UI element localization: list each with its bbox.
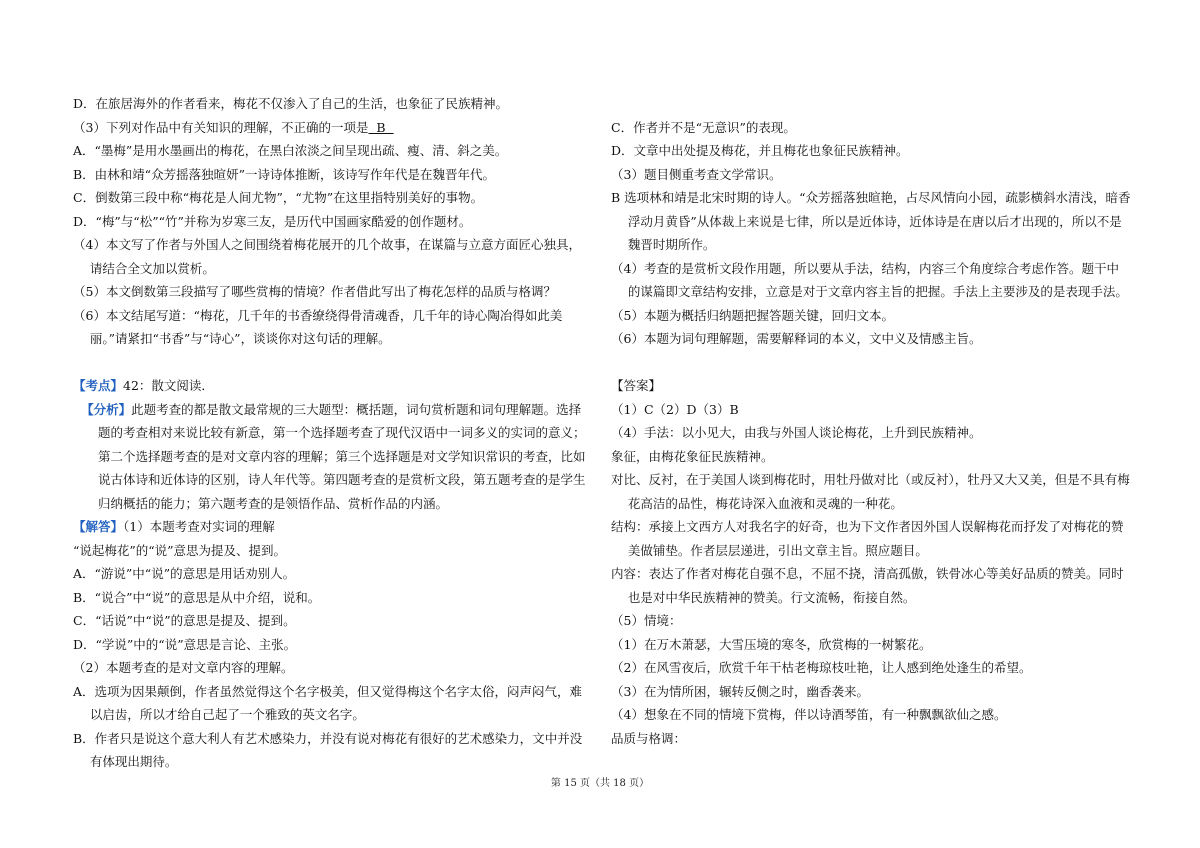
answer-line: （5）本题为概括归纳题把握答题关键，回归文本。 [611, 307, 894, 323]
answer-line: 象征，由梅花象征民族精神。 [611, 448, 774, 464]
question-5: （5）本文倒数第三段描写了哪些赏梅的情境？作者借此写出了梅花怎样的品质与格调？ [73, 284, 556, 299]
answer-line: （3）在为情所困，辗转反侧之时，幽香袭来。 [611, 683, 869, 699]
answer-line: （1）在万木萧瑟，大雪压境的寒冬，欣赏梅的一树繁花。 [611, 636, 932, 652]
answer-line: D．“学说”中的“说”意思是言论、主张。 [73, 636, 297, 652]
option-d: D．在旅居海外的作者看来，梅花不仅渗入了自己的生活，也象征了民族精神。 [73, 96, 509, 111]
left-column [73, 92, 593, 774]
q3-option-b: B．由林和靖“众芳摇落独暄妍”一诗诗体推断，该诗写作年代是在魏晋年代。 [73, 166, 495, 182]
daan-tag: 【答案】 [611, 378, 662, 393]
answer-line: （4）手法：以小见大，由我与外国人谈论梅花，上升到民族精神。 [611, 425, 982, 440]
answer-line: （1）C（2）D（3）B [611, 401, 739, 417]
jieda-section: 【解答】（1）本题考查对实词的理解 [73, 519, 275, 534]
answer-line: “说起梅花”的“说”意思为提及、提到。 [73, 542, 287, 558]
answer-line: （2）本题考查的是对文章内容的理解。 [73, 660, 294, 675]
right-column [611, 116, 1131, 751]
answer-line: D．文章中出处提及梅花，并且梅花也象征民族精神。 [611, 143, 909, 158]
answer-line: 结构：承接上文西方人对我名字的好奇，也为下文作者因外国人误解梅花而抒发了对梅花的赞美做铺垫。作者层层递进，引出文章主旨。照应题目。 [611, 519, 1124, 558]
answer-line: 内容：表达了作者对梅花自强不息，不屈不挠，清高孤傲，铁骨冰心等美好品质的赞美。同时也是对中华民族精神的赞美。行文流畅，衔接自然。 [611, 566, 1124, 605]
answer-blank: B [368, 119, 394, 135]
answer-line: A．“游说”中“说”的意思是用话劝别人。 [73, 566, 296, 581]
q3-option-d: D．“梅”与“松”“竹”并称为岁寒三友，是历代中国画家酷爱的创作题材。 [73, 213, 472, 229]
answer-line: 品质与格调： [611, 730, 687, 746]
answer-line: B．“说合”中“说”的意思是从中介绍，说和。 [73, 589, 321, 605]
question-4: （4）本文写了作者与外国人之间围绕着梅花展开的几个故事，在谋篇与立意方面匠心独具，请结合全文加以赏析。 [73, 237, 581, 276]
fenxi-section: 【分析】此题考查的都是散文最常规的三大题型：概括题，词句赏析题和词句理解题。选择题的考查相对来说比较有新意，第一个选择题考查了现代汉语中一词多义的实词的意义；第二个选择题考查的是对文章内容的理解；第三个选择题是对文学知识常识的考查，比如说古体诗和近体诗的区别，诗人年代等。第四题考查的是赏析文段，第五题考查的是学生归纳概括的能力；第六题考查的是领悟作品、赏析作品的内涵。 [81, 401, 586, 511]
answer-line: （4）想象在不同的情境下赏梅，伴以诗酒琴笛，有一种飘飘欲仙之感。 [611, 707, 1007, 722]
answer-line: （4）考查的是赏析文段作用题，所以要从手法，结构，内容三个角度综合考虑作答。题干中的谋篇即文章结构安排，立意是对于文章内容主旨的把握。手法上主要涉及的是表现手法。 [611, 260, 1128, 299]
kaodian-tag: 【考点】 [73, 378, 124, 393]
answer-line: （6）本题为词句理解题，需要解释词的本义，文中义及情感主旨。 [611, 331, 982, 346]
answer-line: （3）题目侧重考查文学常识。 [611, 166, 782, 182]
jieda-tag: 【解答】 [73, 519, 124, 534]
answer-line: A．选项为因果颠倒，作者虽然觉得这个名字极美，但又觉得梅这个名字太俗，闷声闷气，难以启齿，所以才给自己起了一个雅致的英文名字。 [73, 683, 583, 722]
page-number: 第 15 页（共 18 页） [550, 778, 650, 789]
answer-line: C．“话说”中“说”的意思是提及、提到。 [73, 613, 296, 628]
answer-line: B 选项林和靖是北宋时期的诗人。“众芳摇落独暄艳，占尽风情向小园，疏影横斜水清浅，暗香浮动月黄昏”从体裁上来说是七律，所以是近体诗，近体诗是在唐以后才出现的，所以不是魏晋时期所作。 [611, 190, 1131, 252]
fenxi-tag: 【分析】 [81, 401, 132, 417]
q3-option-c: C．倒数第三段中称“梅花是人间尤物”，“尤物”在这里指特别美好的事物。 [73, 190, 484, 205]
question-3: （3）下列对作品中有关知识的理解，不正确的一项是 B [73, 119, 394, 135]
answer-line: B．作者只是说这个意大利人有艺术感染力，并没有说对梅花有很好的艺术感染力，文中并没有体现出期待。 [73, 730, 583, 769]
q3-option-a: A．“墨梅”是用水墨画出的梅花，在黑白浓淡之间呈现出疏、瘦、清、斜之美。 [73, 143, 508, 158]
answer-line: C．作者并不是“无意识”的表现。 [611, 119, 796, 135]
answer-line: （5）情境： [611, 613, 682, 628]
kaodian-section: 【考点】42：散文阅读． [73, 378, 214, 393]
answer-line: 对比、反衬，在于美国人谈到梅花时，用牡丹做对比（或反衬），牡丹又大又美，但是不具有梅花高洁的品性，梅花诗深入血液和灵魂的一种花。 [611, 472, 1130, 511]
question-6: （6）本文结尾写道：“梅花，几千年的书香缭绕得骨清魂香，几千年的诗心陶冶得如此美丽。”请紧扣“书香”与“诗心”，谈谈你对这句话的理解。 [73, 307, 563, 346]
answer-line: （2）在风雪夜后，欣赏千年干枯老梅琼枝吐艳，让人感到绝处逢生的希望。 [611, 660, 1032, 675]
